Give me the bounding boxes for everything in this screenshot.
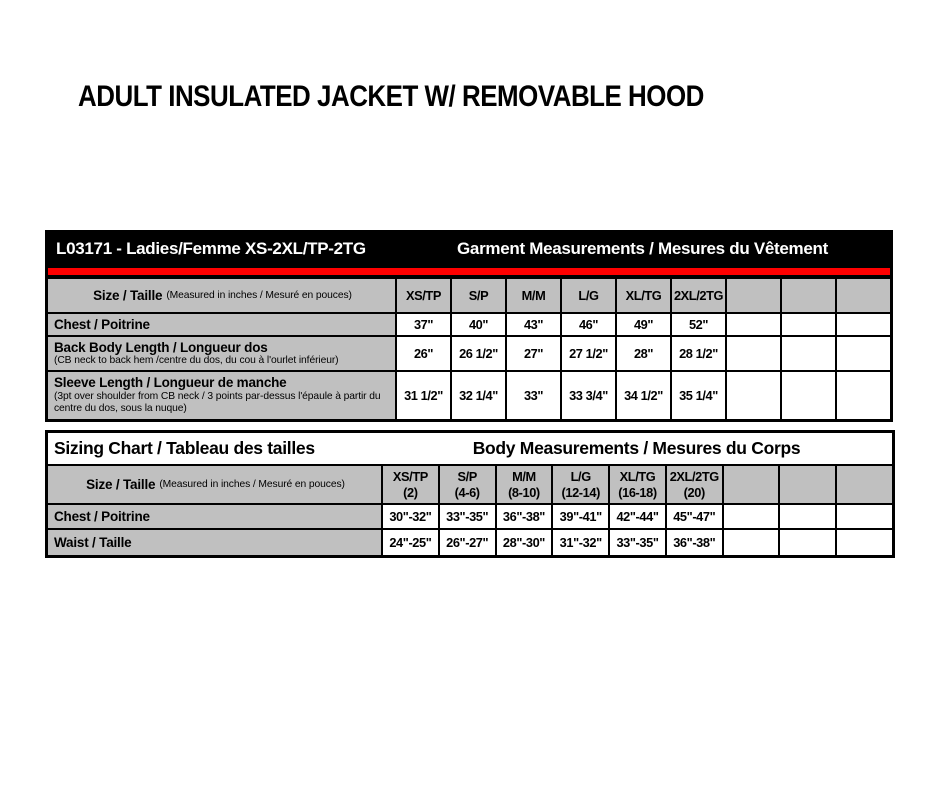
size-col-header: XS/TP — [395, 277, 450, 312]
size-range: (4-6) — [454, 484, 480, 500]
sleeve-length-value: 33 3/4" — [560, 370, 615, 419]
body-chest-value: 42"-44" — [608, 503, 665, 528]
sleeve-length-value: 33" — [505, 370, 560, 419]
sleeve-length-label: Sleeve Length / Longueur de manche — [54, 375, 287, 391]
back-length-value: 26 1/2" — [450, 335, 505, 370]
garment-size-label-cell — [48, 277, 395, 312]
back-length-value-empty — [725, 335, 780, 370]
size-code: XL/TG — [619, 468, 656, 484]
body-waist-row — [48, 528, 892, 555]
body-section-title: Body Measurements / Mesures du Corps — [472, 438, 801, 458]
sleeve-length-value: 34 1/2" — [615, 370, 670, 419]
size-col-header — [438, 464, 495, 503]
garment-back-length-row — [48, 335, 890, 370]
chest-value: 37" — [395, 312, 450, 335]
sleeve-length-value: 35 1/4" — [670, 370, 725, 419]
red-stripe-bar — [48, 268, 890, 275]
garment-sleeve-length-row — [48, 370, 890, 419]
size-note: (Measured in inches / Mesuré en pouces) — [159, 479, 345, 490]
body-chest-row — [48, 503, 892, 528]
body-chest-value: 45"-47" — [665, 503, 722, 528]
chest-label: Chest / Poitrine — [54, 316, 150, 332]
chest-value-empty — [725, 312, 780, 335]
body-chest-value: 36"-38" — [495, 503, 552, 528]
garment-chest-row — [48, 312, 890, 335]
body-measurements-table — [45, 430, 895, 558]
chest-value: 40" — [450, 312, 505, 335]
body-waist-value-empty — [722, 528, 779, 555]
size-code: 2XL/2TG — [669, 468, 719, 484]
body-chest-value-empty — [778, 503, 835, 528]
garment-size-header-row — [48, 277, 890, 312]
size-code: M/M — [512, 468, 536, 484]
size-range: (8-10) — [508, 484, 540, 500]
size-range: (2) — [403, 484, 418, 500]
size-col-header — [608, 464, 665, 503]
body-waist-value: 24"-25" — [381, 528, 438, 555]
garment-measurements-table — [45, 230, 893, 422]
sleeve-length-label-cell — [48, 370, 395, 419]
back-length-value-empty — [835, 335, 890, 370]
size-col-header: 2XL/2TG — [670, 277, 725, 312]
size-code: XS/TP — [392, 468, 428, 484]
sleeve-length-value-empty — [780, 370, 835, 419]
garment-section-title: Garment Measurements / Mesures du Vêtement — [457, 239, 828, 258]
body-chest-value: 33"-35" — [438, 503, 495, 528]
body-waist-label: Waist / Taille — [54, 534, 132, 550]
size-label: Size / Taille — [93, 287, 163, 303]
body-chest-value-empty — [835, 503, 892, 528]
size-col-header-empty — [725, 277, 780, 312]
back-length-value: 28" — [615, 335, 670, 370]
chest-value: 46" — [560, 312, 615, 335]
back-length-value: 26" — [395, 335, 450, 370]
sleeve-length-value-empty — [835, 370, 890, 419]
back-length-value: 28 1/2" — [670, 335, 725, 370]
body-waist-value: 28"-30" — [495, 528, 552, 555]
body-chest-value: 39"-41" — [551, 503, 608, 528]
chest-value: 43" — [505, 312, 560, 335]
size-range: (16-18) — [618, 484, 657, 500]
size-note: (Measured in inches / Mesuré en pouces) — [166, 290, 352, 301]
size-col-header — [381, 464, 438, 503]
size-col-header — [665, 464, 722, 503]
sleeve-length-note: (3pt over shoulder from CB neck / 3 points par-dessus l'épaule à partir du centre du dos, sous la nuque) — [54, 390, 381, 415]
size-col-header-empty — [835, 464, 892, 503]
size-col-header-empty — [778, 464, 835, 503]
chest-value-empty — [835, 312, 890, 335]
body-size-label-cell — [48, 464, 381, 503]
size-label: Size / Taille — [86, 476, 156, 492]
body-waist-value: 33"-35" — [608, 528, 665, 555]
sleeve-length-value-empty — [725, 370, 780, 419]
chest-label-cell — [48, 312, 395, 335]
body-waist-value: 26"-27" — [438, 528, 495, 555]
size-col-header — [495, 464, 552, 503]
size-col-header: L/G — [560, 277, 615, 312]
body-size-header-row — [48, 464, 892, 503]
chest-value-empty — [780, 312, 835, 335]
size-code: S/P — [457, 468, 477, 484]
body-chest-value-empty — [722, 503, 779, 528]
size-col-header: S/P — [450, 277, 505, 312]
back-length-value-empty — [780, 335, 835, 370]
size-col-header — [551, 464, 608, 503]
sizing-chart-label: Sizing Chart / Tableau des tailles — [54, 438, 315, 458]
page-title: ADULT INSULATED JACKET W/ REMOVABLE HOOD — [78, 80, 704, 113]
body-waist-label-cell — [48, 528, 381, 555]
size-col-header-empty — [780, 277, 835, 312]
size-col-header-empty — [722, 464, 779, 503]
chest-value: 49" — [615, 312, 670, 335]
back-length-value: 27 1/2" — [560, 335, 615, 370]
body-table-header — [48, 433, 892, 464]
sleeve-length-value: 32 1/4" — [450, 370, 505, 419]
size-code: L/G — [570, 468, 591, 484]
body-waist-value: 36"-38" — [665, 528, 722, 555]
body-waist-value-empty — [778, 528, 835, 555]
red-accent-stripe — [48, 265, 890, 277]
size-col-header: XL/TG — [615, 277, 670, 312]
garment-table-header — [48, 233, 890, 265]
back-length-label-cell — [48, 335, 395, 370]
back-length-value: 27" — [505, 335, 560, 370]
body-waist-value: 31"-32" — [551, 528, 608, 555]
back-length-label: Back Body Length / Longueur dos — [54, 339, 268, 355]
back-length-note: (CB neck to back hem /centre du dos, du cou à l'ourlet inférieur) — [54, 355, 339, 367]
sleeve-length-value: 31 1/2" — [395, 370, 450, 419]
body-waist-value-empty — [835, 528, 892, 555]
body-chest-label-cell — [48, 503, 381, 528]
size-col-header: M/M — [505, 277, 560, 312]
chest-value: 52" — [670, 312, 725, 335]
size-range: (12-14) — [561, 484, 600, 500]
body-chest-value: 30"-32" — [381, 503, 438, 528]
size-col-header-empty — [835, 277, 890, 312]
body-chest-label: Chest / Poitrine — [54, 508, 150, 524]
product-code: L03171 - Ladies/Femme XS-2XL/TP-2TG — [56, 239, 366, 258]
size-range: (20) — [683, 484, 705, 500]
